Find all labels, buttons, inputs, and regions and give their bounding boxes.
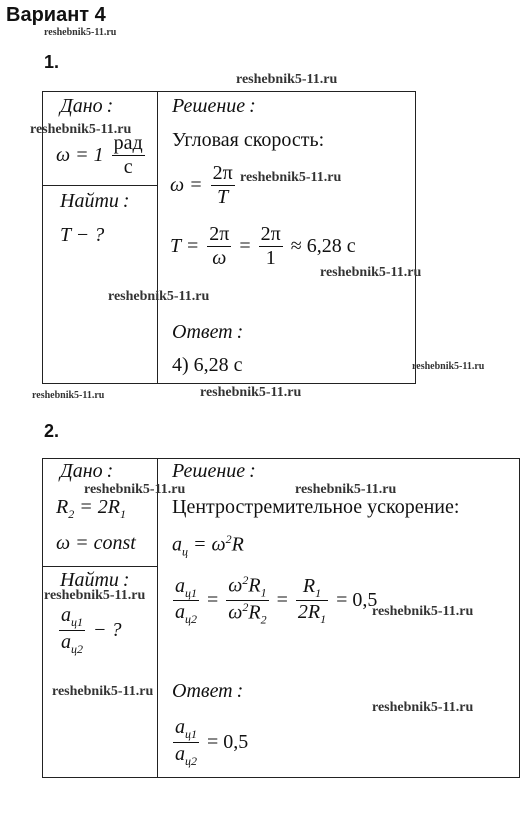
task-1-angular-speed: Угловая скорость: — [172, 129, 325, 151]
task-2-centripetal-heading: Центростремительное ускорение: — [172, 496, 460, 518]
task-2-given-label: Дано : — [60, 460, 114, 482]
task-2-given-divider — [42, 566, 157, 567]
task-1-divider — [157, 91, 158, 384]
task-2-divider — [157, 458, 158, 778]
task-1-given-divider — [42, 185, 157, 186]
task-1-omega-given: ω = 1 $\frac{\text{рад}}{с}$ — [56, 132, 143, 178]
watermark: reshebnik5-11.ru — [372, 604, 474, 619]
task-2-number: 2. — [44, 421, 60, 441]
watermark: reshebnik5-11.ru — [32, 390, 105, 401]
task-2-formula-acceleration: $a_ц = \omega^2R$ — [172, 532, 244, 559]
task-1-answer-value: 4) 6,28 с — [172, 354, 243, 376]
watermark: reshebnik5-11.ru — [240, 170, 342, 185]
watermark: reshebnik5-11.ru — [44, 27, 117, 38]
task-1-find-expr: T − ? — [60, 224, 105, 246]
watermark: reshebnik5-11.ru — [84, 482, 186, 497]
task-2-solution-label: Решение : — [172, 460, 256, 482]
task-1-solution-label: Решение : — [172, 95, 256, 117]
task-1-formula-omega: ω = $\frac{2\pi}{T}$ — [170, 162, 233, 208]
page-title: Вариант 4 — [6, 4, 106, 26]
watermark: reshebnik5-11.ru — [200, 385, 302, 400]
task-2-answer-value: $\frac{a_{ц1}}{a_{ц2}}$ = 0,5 — [175, 716, 249, 768]
watermark: reshebnik5-11.ru — [44, 588, 146, 603]
watermark: reshebnik5-11.ru — [52, 684, 154, 699]
task-2-answer-label: Ответ : — [172, 680, 244, 702]
task-1-find-label: Найти : — [60, 190, 130, 212]
task-1-given-label: Дано : — [60, 95, 114, 117]
watermark: reshebnik5-11.ru — [236, 72, 338, 87]
task-1-answer-label: Ответ : — [172, 321, 244, 343]
task-2-find-expr: $\frac{a_{ц1}}{a_{ц2}}$ − ? — [61, 604, 122, 656]
task-2-omega-const: ω = const — [56, 532, 136, 554]
task-2-formula-ratio: $\frac{a_{ц1}}{a_{ц2}}$ = $\frac{\omega^2R_1}{\omega^2R_2}$ = $\frac{R_1}{2R_1}$ = 0,5 — [175, 573, 378, 628]
task-2-find-label: Найти : — [60, 569, 130, 591]
task-2-radius-relation: $R_2 = 2R_1$ — [56, 496, 126, 521]
watermark: reshebnik5-11.ru — [412, 361, 485, 372]
task-1-formula-period: T = $\frac{2\pi}{\omega}$ = $\frac{2\pi}{1}$ ≈ 6,28 с — [170, 223, 356, 269]
watermark: reshebnik5-11.ru — [295, 482, 397, 497]
watermark: reshebnik5-11.ru — [108, 289, 210, 304]
watermark: reshebnik5-11.ru — [30, 122, 132, 137]
task-1-number: 1. — [44, 52, 60, 72]
watermark: reshebnik5-11.ru — [372, 700, 474, 715]
watermark: reshebnik5-11.ru — [320, 265, 422, 280]
